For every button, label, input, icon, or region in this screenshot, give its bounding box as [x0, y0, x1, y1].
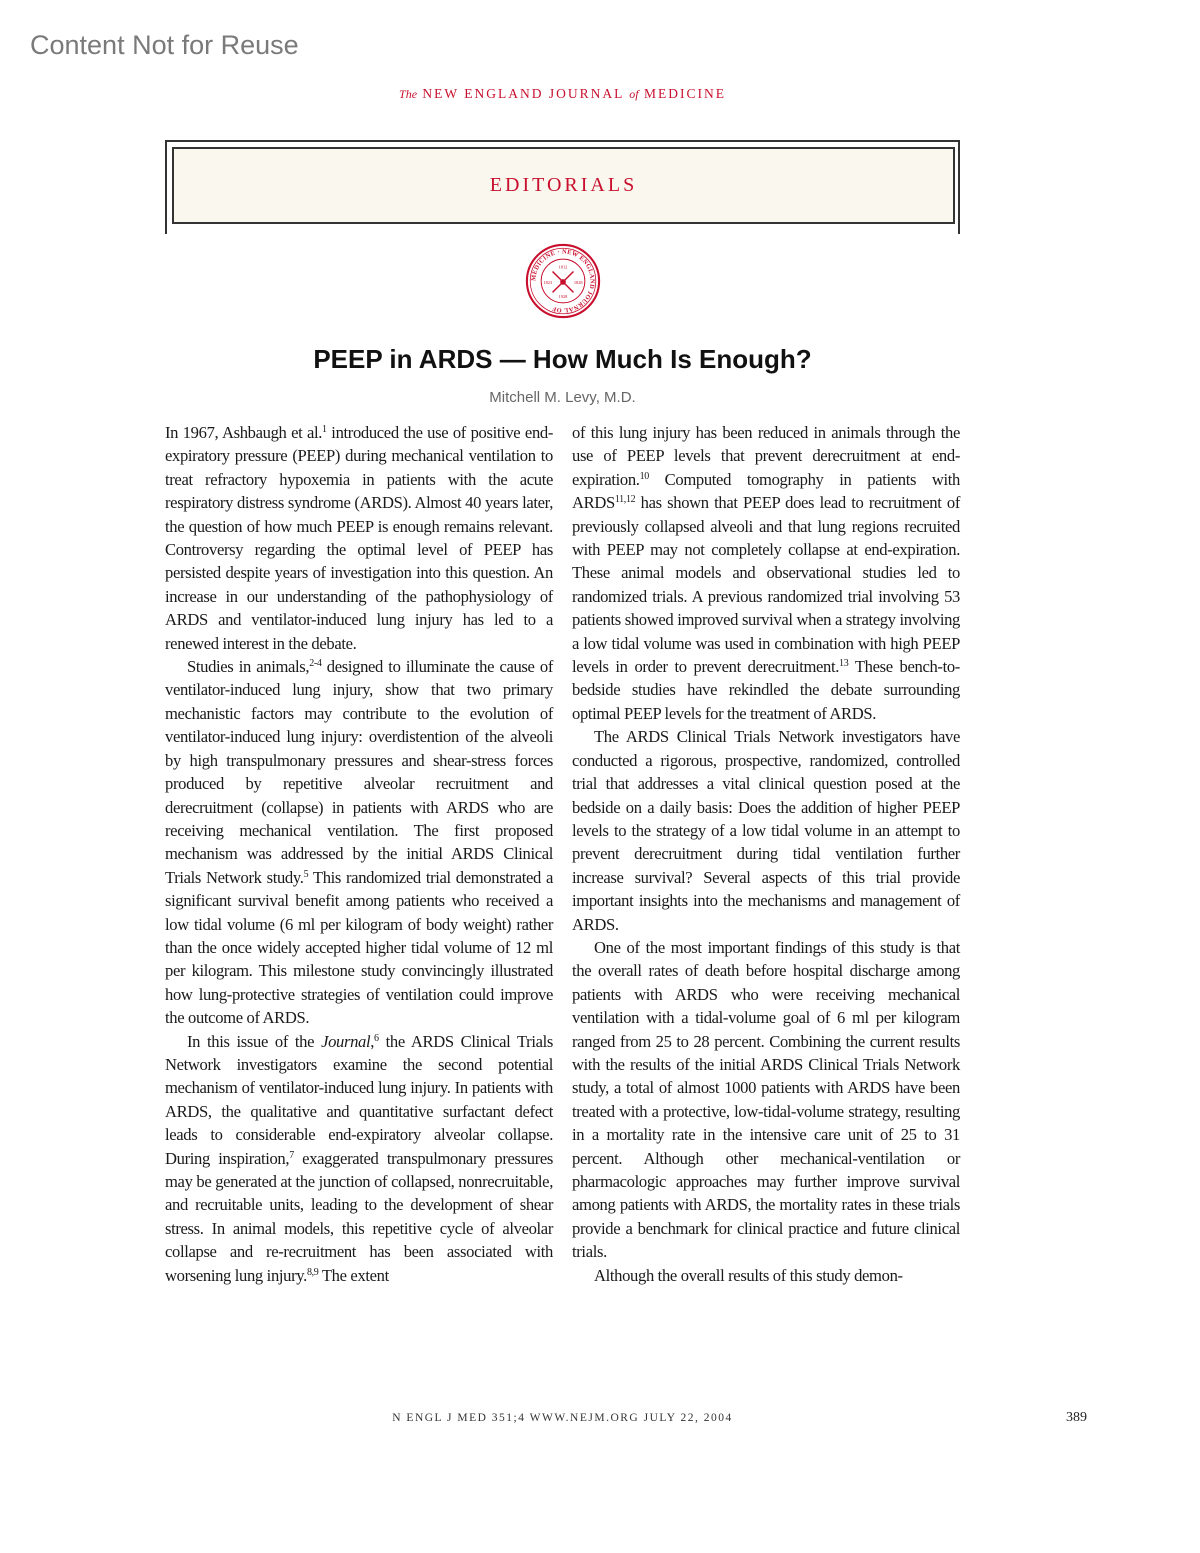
body-text: Studies in animals, [187, 657, 310, 677]
masthead-of: of [629, 87, 639, 101]
body-text: introduced the use of positive end-expiratory pressure (PEEP) during mechanical ventilation to treat refractory hypoxemia in patients with the acute respiratory distress syndrome (ARDS). Almost 40 years later, the question of how much PEEP is enough remains relevant. Controversy regarding the optimal level of PEEP has persisted despite years of investigation into this question. An increase in our understanding of the pathophysiology of ARDS and ventilator-induced lung injury has led to a renewed interest in the debate. [165, 423, 554, 653]
body-paragraph [165, 1030, 553, 1287]
italic-text: Journal [321, 1031, 371, 1051]
body-paragraph [572, 1264, 960, 1287]
masthead-name-a: NEW ENGLAND JOURNAL [422, 86, 624, 101]
citation-ref: 1 [322, 424, 327, 435]
citation-ref: 11,12 [614, 494, 636, 506]
body-text: These bench-to-bedside studies have rekindled the debate surrounding optimal PEEP levels for the treatment of ARDS. [572, 657, 960, 723]
seal-year-left: 1823 [543, 279, 553, 285]
page-footer-citation: N ENGL J MED 351;4 WWW.NEJM.ORG JULY 22, 2004 [392, 1412, 733, 1424]
body-text: In 1967, Ashbaugh et al. [165, 423, 323, 442]
section-label: EDITORIALS [489, 174, 638, 196]
body-text: Computed tomography in patients with ARDS [572, 469, 960, 513]
citation-ref: 10 [639, 470, 649, 482]
body-column-right [572, 421, 960, 1287]
watermark: Content Not for Reuse [30, 30, 299, 60]
body-text: exaggerated transpulmonary pressures may be generated at the junction of collapsed, nonrecruitable, and recruitable units, leading to the development of shear stress. In animal models, this repetitive cycle of alveolar collapse and re-recruitment has been associated with worsening lung injury. [165, 1148, 554, 1285]
seal-year-bottom: 1928 [558, 294, 568, 300]
body-paragraph [165, 421, 553, 655]
journal-seal-icon [525, 243, 601, 319]
body-text: One of the most important findings of this study is that the overall rates of death before hospital discharge among patients with ARDS who were receiving mechanical ventilation with a tidal-volume goal of 6 ml per kilogram ranged from 25 to 28 percent. Combining the current results with the results of the initial ARDS Clinical Trials Network study, a total of almost 1000 patients with ARDS have been treated with a protective, low-tidal-volume strategy, resulting in a mortality rate in the intensive care unit of 25 to 31 percent. Although other mechanical-ventilation or pharmacologic approaches may further improve survival among patients with ARDS, the mortality rates in these trials provide a benchmark for clinical practice and future clinical trials. [572, 937, 960, 1262]
citation-ref: 13 [839, 658, 849, 670]
masthead-name-b: MEDICINE [643, 86, 726, 101]
citation-ref: 5 [303, 868, 309, 880]
article-author: Mitchell M. Levy, M.D. [489, 389, 636, 406]
section-header-box [172, 147, 955, 224]
citation-ref: 2-4 [309, 658, 322, 670]
seal-year-top: 1812 [558, 264, 568, 270]
body-text: This randomized trial demonstrated a significant survival benefit among patients who received a low tidal volume (6 ml per kilogram of body weight) rather than the once widely accepted higher tidal volume of 12 ml per kilogram. This milestone study convincingly illustrated how lung-protective strategies of ventilation could improve the outcome of ARDS. [165, 867, 553, 1028]
body-text: , [370, 1031, 375, 1051]
citation-ref: 6 [374, 1032, 379, 1044]
body-text: designed to illuminate the cause of ventilator-induced lung injury, show that two primary mechanistic factors may contribute to the evolution of ventilator-induced lung injury: overdistention of the alveoli by high transpulmonary pressures and shear-stress forces produced by repetitive alveolar recruitment and derecruitment (collapse) in patients with ARDS who are receiving mechanical ventilation. The first proposed mechanism was addressed by the initial ARDS Clinical Trials Network study. [165, 657, 553, 887]
citation-ref: 7 [289, 1149, 294, 1161]
body-text: has shown that PEEP does lead to recruitment of previously collapsed alveoli and that lung regions recruited with PEEP may not completely collapse at end-expiration. These animal models and observational studies led to randomized trials. A previous randomized trial involving 53 patients showed improved survival when a strategy involving a low tidal volume was used in combination with high PEEP levels in order to prevent derecruitment. [572, 493, 960, 677]
body-column-left [165, 421, 553, 1287]
masthead-the: The [399, 87, 418, 101]
article-title: PEEP in ARDS — How Much Is Enough? [313, 344, 812, 374]
body-paragraph [572, 421, 960, 725]
body-text: The ARDS Clinical Trials Network investigators have conducted a rigorous, prospective, randomized, controlled trial that addresses a vital clinical question posed at the bedside on a daily basis: Does the addition of higher PEEP levels to the strategy of a low tidal volume in an attempt to prevent derecruitment during tidal ventilation further increase survival? Several aspects of this trial provide important insights into the mechanisms and management of ARDS. [572, 727, 960, 934]
body-paragraph [572, 936, 960, 1264]
body-text: of this lung injury has been reduced in animals through the use of PEEP levels that prevent derecruitment at end-expiration. [572, 423, 960, 489]
body-text: The extent [318, 1265, 389, 1285]
page-number: 389 [1066, 1410, 1087, 1425]
seal-year-right: 1828 [573, 279, 583, 285]
body-paragraph [572, 725, 960, 936]
body-text: Although the overall results of this study demon- [594, 1265, 903, 1285]
seal-ring-text: MEDICINE · NEW ENGLAND JOURNAL OF [530, 248, 596, 314]
body-text: the ARDS Clinical Trials Network investigators examine the second potential mechanism of ventilator-induced lung injury. In patients with ARDS, the qualitative and quantitative surfactant defect leads to considerable end-expiratory alveolar collapse. During inspiration, [165, 1031, 553, 1168]
body-paragraph [165, 655, 553, 1030]
body-text: In this issue of the [187, 1031, 322, 1051]
journal-masthead [0, 86, 1125, 102]
citation-ref: 8,9 [306, 1266, 319, 1278]
